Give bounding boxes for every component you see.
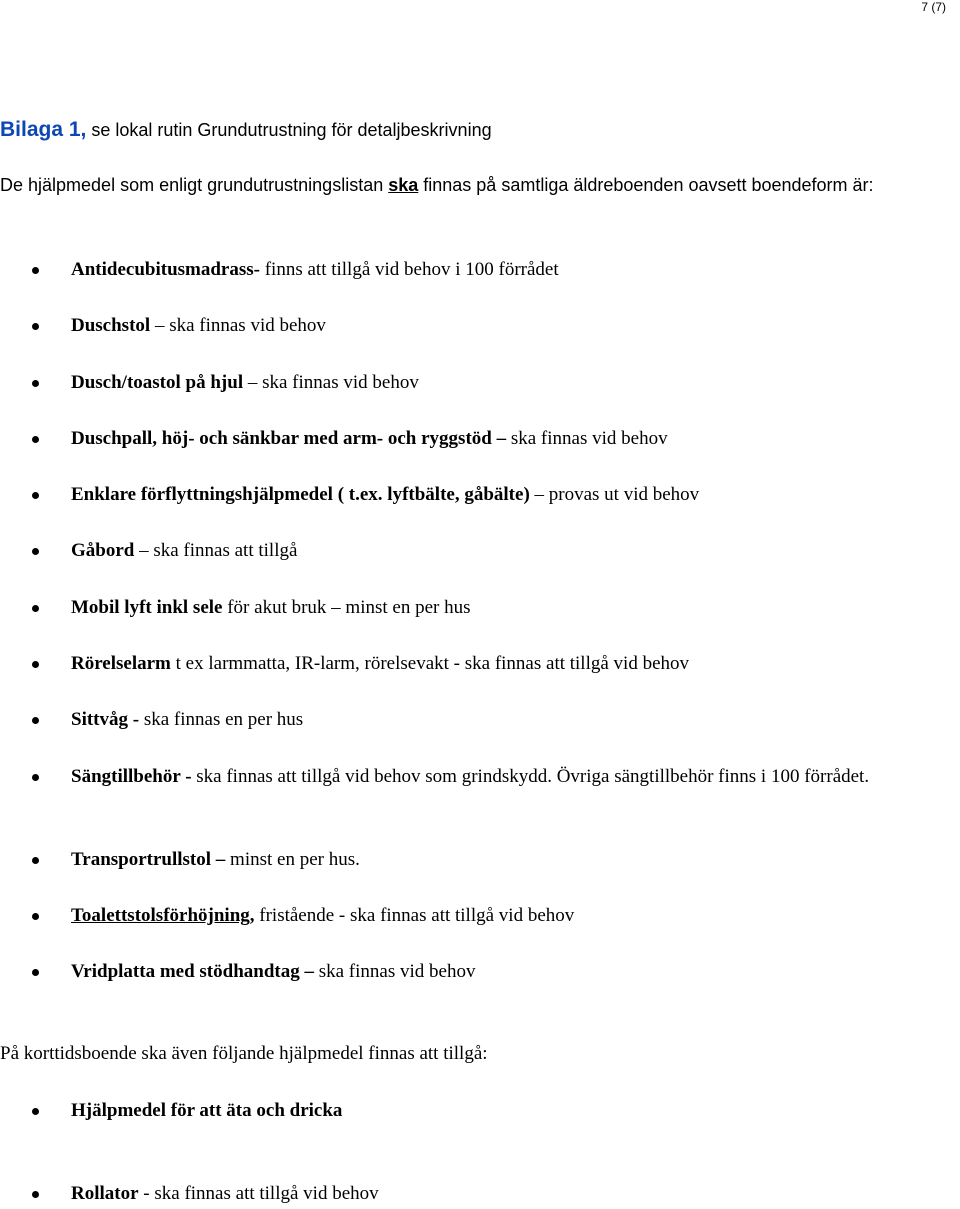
item-desc: för akut bruk – minst en per hus [222, 597, 471, 618]
item-title: Gåbord [71, 540, 135, 561]
intro-paragraph [0, 172, 930, 199]
item-title: Rollator [71, 1183, 139, 1204]
item-desc: ska finnas att tillgå vid behov som grindskydd. Övriga sängtillbehör finns i 100 förrådet. [191, 766, 870, 787]
item-desc: t ex larmmatta, IR-larm, rörelsevakt - ska finnas att tillgå vid behov [170, 653, 690, 674]
item-desc: ska finnas vid behov [313, 961, 476, 982]
item-title: Transportrullstol – [71, 849, 226, 870]
bullet-icon [32, 605, 39, 612]
intro-before: De hjälpmedel som enligt grundutrustningslistan [0, 175, 389, 195]
bullet-icon [32, 548, 39, 555]
item-title: Enklare förflyttningshjälpmedel ( t.ex. lyftbälte, gåbälte) [71, 484, 530, 505]
item-title: Duschpall, höj- och sänkbar med arm- och ryggstöd – [71, 428, 507, 449]
item-desc: – ska finnas vid behov [243, 372, 419, 393]
bullet-icon [32, 717, 39, 724]
heading-bold: Bilaga 1, [0, 118, 87, 141]
intro-after: finnas på samtliga äldreboenden oavsett boendeform är: [418, 175, 874, 195]
item-desc: minst en per hus. [225, 849, 360, 870]
heading-rest: se lokal rutin Grundutrustning för detaljbeskrivning [86, 120, 492, 140]
bullet-icon [32, 857, 39, 864]
item-desc: ska finnas vid behov [506, 428, 668, 449]
bullet-icon [32, 323, 39, 330]
item-title: Antidecubitusmadrass- [71, 259, 260, 280]
item-title: Sängtillbehör - [71, 766, 192, 787]
bullet-icon [32, 1108, 39, 1115]
item-title: Vridplatta med stödhandtag – [71, 961, 314, 982]
item-desc: finns att tillgå vid behov i 100 förrådet [259, 259, 559, 280]
item-desc: fristående - ska finnas att tillgå vid behov [254, 905, 575, 926]
item-desc: – ska finnas vid behov [150, 315, 326, 336]
bullet-icon [32, 1191, 39, 1198]
item-desc: – ska finnas att tillgå [134, 540, 298, 561]
item-title: Toalettstolsförhöjning, [71, 905, 255, 926]
item-title: Rörelselarm [71, 653, 171, 674]
item-desc: – provas ut vid behov [529, 484, 700, 505]
bullet-icon [32, 267, 39, 274]
bullet-icon [32, 774, 39, 781]
short-term-intro: På korttidsboende ska även följande hjälpmedel finnas att tillgå: [0, 1043, 488, 1064]
intro-emphasis: ska [388, 175, 419, 195]
page-number: 7 (7) [921, 0, 946, 14]
bullet-icon [32, 492, 39, 499]
item-desc: ska finnas en per hus [139, 709, 304, 730]
item-title: Sittvåg - [71, 709, 140, 730]
bullet-icon [32, 436, 39, 443]
item-title: Hjälpmedel för att äta och dricka [71, 1100, 343, 1121]
item-title: Duschstol [71, 315, 151, 336]
bullet-icon [32, 913, 39, 920]
page-heading [0, 116, 950, 144]
bullet-icon [32, 661, 39, 668]
bullet-icon [32, 380, 39, 387]
item-title: Dusch/toastol på hjul [71, 372, 244, 393]
item-title: Mobil lyft inkl sele [71, 597, 223, 618]
bullet-icon [32, 969, 39, 976]
item-desc: - ska finnas att tillgå vid behov [138, 1183, 379, 1204]
